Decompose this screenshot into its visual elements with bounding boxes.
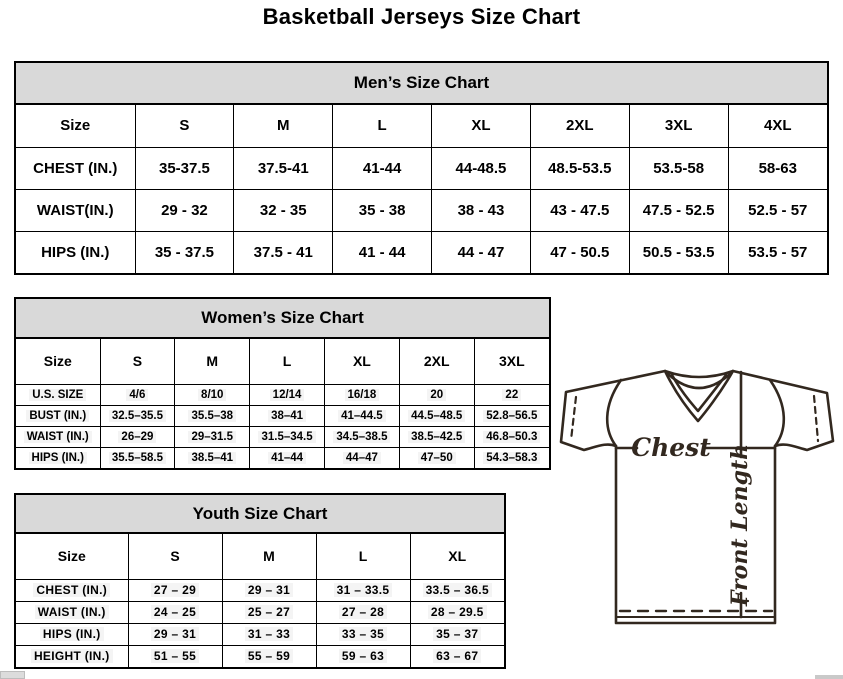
table-row-chest	[16, 579, 504, 601]
column-header-m: M	[175, 339, 250, 384]
table-cell: 28 – 29.5	[410, 601, 504, 623]
column-header-s: S	[135, 105, 234, 147]
column-header-xl: XL	[324, 339, 399, 384]
row-label: U.S. SIZE	[16, 384, 100, 405]
table-cell: 33.5 – 36.5	[410, 579, 504, 601]
table-cell: 53.5 - 57	[748, 243, 808, 261]
column-header-l: L	[333, 105, 432, 147]
table-cell: 59 – 63	[316, 645, 410, 667]
table-cell: 38–41	[250, 405, 325, 426]
scrollbar-fragment-right	[815, 675, 843, 679]
row-label: HIPS (IN.)	[16, 447, 100, 468]
column-header-l: L	[316, 534, 410, 579]
column-header-m: M	[222, 534, 316, 579]
table-cell: 31.5–34.5	[250, 426, 325, 447]
table-row-waist	[16, 426, 549, 447]
table-cell: 37.5 - 41	[234, 231, 333, 273]
table-cell: 44-48.5	[432, 147, 531, 189]
chest-label: Chest	[631, 433, 711, 462]
row-label: CHEST (IN.)	[16, 579, 128, 601]
column-header-4xl: 4XL	[728, 105, 827, 147]
youth-table	[16, 534, 504, 667]
column-header-2xl: 2XL	[530, 105, 629, 147]
table-cell: 41-44	[333, 147, 432, 189]
table-cell: 29–31.5	[175, 426, 250, 447]
table-cell: 27 – 29	[128, 579, 222, 601]
table-cell: 35 – 37	[410, 623, 504, 645]
table-cell: 44 - 47	[432, 231, 531, 273]
column-header-size: Size	[16, 534, 128, 579]
table-row-bust	[16, 405, 549, 426]
row-label: HIPS (IN.)	[16, 623, 128, 645]
womens-table	[16, 339, 549, 468]
row-label: BUST (IN.)	[16, 405, 100, 426]
column-header-s: S	[128, 534, 222, 579]
table-cell: 16/18	[324, 384, 399, 405]
table-cell: 24 – 25	[128, 601, 222, 623]
table-cell: 8/10	[175, 384, 250, 405]
table-cell: 35 - 38	[333, 189, 432, 231]
page-title: Basketball Jerseys Size Chart	[262, 4, 581, 29]
table-cell: 38.5–41	[175, 447, 250, 468]
table-cell: 47–50	[399, 447, 474, 468]
youth-size-chart	[14, 493, 506, 669]
table-cell: 31 – 33	[222, 623, 316, 645]
table-cell: 55 – 59	[222, 645, 316, 667]
table-cell: 48.5-53.5	[530, 147, 629, 189]
table-cell: 47.5 - 52.5	[629, 189, 728, 231]
table-cell: 63 – 67	[410, 645, 504, 667]
table-cell: 43 - 47.5	[530, 189, 629, 231]
column-header-3xl: 3XL	[474, 339, 549, 384]
table-cell: 22	[474, 384, 549, 405]
table-row-waist	[16, 601, 504, 623]
row-label: WAIST(IN.)	[16, 189, 135, 231]
table-cell: 44–47	[324, 447, 399, 468]
table-cell: 41–44.5	[324, 405, 399, 426]
table-cell: 50.5 - 53.5	[629, 231, 728, 273]
table-cell: 41–44	[250, 447, 325, 468]
table-cell: 35-37.5	[135, 147, 234, 189]
table-cell: 29 – 31	[128, 623, 222, 645]
womens-size-chart	[14, 297, 551, 470]
table-cell: 29 - 32	[135, 189, 234, 231]
table-cell: 34.5–38.5	[324, 426, 399, 447]
table-cell: 4/6	[100, 384, 175, 405]
column-header-xl: XL	[410, 534, 504, 579]
table-cell: 46.8–50.3	[474, 426, 549, 447]
mens-chart-header: Men’s Size Chart	[16, 63, 827, 105]
table-cell: 44.5–48.5	[399, 405, 474, 426]
mens-table	[16, 105, 827, 273]
table-cell: 32.5–35.5	[100, 405, 175, 426]
column-header-m: M	[234, 105, 333, 147]
youth-chart-header: Youth Size Chart	[16, 495, 504, 534]
table-cell: 35.5–58.5	[100, 447, 175, 468]
womens-chart-header: Women’s Size Chart	[16, 299, 549, 339]
table-cell: 33 – 35	[316, 623, 410, 645]
column-header-s: S	[100, 339, 175, 384]
row-label: WAIST (IN.)	[16, 426, 100, 447]
table-cell: 26–29	[100, 426, 175, 447]
table-cell: 38.5–42.5	[399, 426, 474, 447]
womens-header-row	[16, 339, 549, 384]
table-cell: 37.5-41	[234, 147, 333, 189]
table-row-chest	[16, 147, 827, 189]
table-cell: 32 - 35	[234, 189, 333, 231]
row-label: HEIGHT (IN.)	[16, 645, 128, 667]
youth-header-row	[16, 534, 504, 579]
table-cell: 53.5-58	[629, 147, 728, 189]
table-cell: 52.5 - 57	[728, 189, 827, 231]
table-cell: 12/14	[250, 384, 325, 405]
table-cell: 27 – 28	[316, 601, 410, 623]
jersey-measurement-diagram	[552, 356, 843, 632]
table-cell: 41 - 44	[333, 231, 432, 273]
column-header-xl: XL	[432, 105, 531, 147]
column-header-2xl: 2XL	[399, 339, 474, 384]
mens-size-chart	[14, 61, 829, 275]
table-cell: 31 – 33.5	[316, 579, 410, 601]
front-length-label: Front Length	[727, 443, 753, 607]
table-cell: 54.3–58.3	[474, 447, 549, 468]
table-cell: 58-63	[728, 147, 827, 189]
table-cell: 51 – 55	[128, 645, 222, 667]
table-row-hips	[16, 231, 827, 273]
column-header-size: Size	[16, 105, 135, 147]
scrollbar-fragment-left	[0, 671, 25, 679]
table-cell: 52.8–56.5	[474, 405, 549, 426]
table-cell: 29 – 31	[222, 579, 316, 601]
table-row-waist	[16, 189, 827, 231]
table-row-hips	[16, 447, 549, 468]
column-header-3xl: 3XL	[629, 105, 728, 147]
table-row-height	[16, 645, 504, 667]
column-header-size: Size	[16, 339, 100, 384]
table-cell: 25 – 27	[222, 601, 316, 623]
row-label: HIPS (IN.)	[16, 231, 135, 273]
row-label: WAIST (IN.)	[16, 601, 128, 623]
table-cell: 38 - 43	[432, 189, 531, 231]
table-cell: 20	[399, 384, 474, 405]
mens-header-row	[16, 105, 827, 147]
table-row-us-size	[16, 384, 549, 405]
table-cell: 35.5–38	[175, 405, 250, 426]
table-cell: 47 - 50.5	[530, 231, 629, 273]
column-header-l: L	[250, 339, 325, 384]
table-row-hips	[16, 623, 504, 645]
row-label: CHEST (IN.)	[16, 147, 135, 189]
table-cell: 35 - 37.5	[135, 231, 234, 273]
